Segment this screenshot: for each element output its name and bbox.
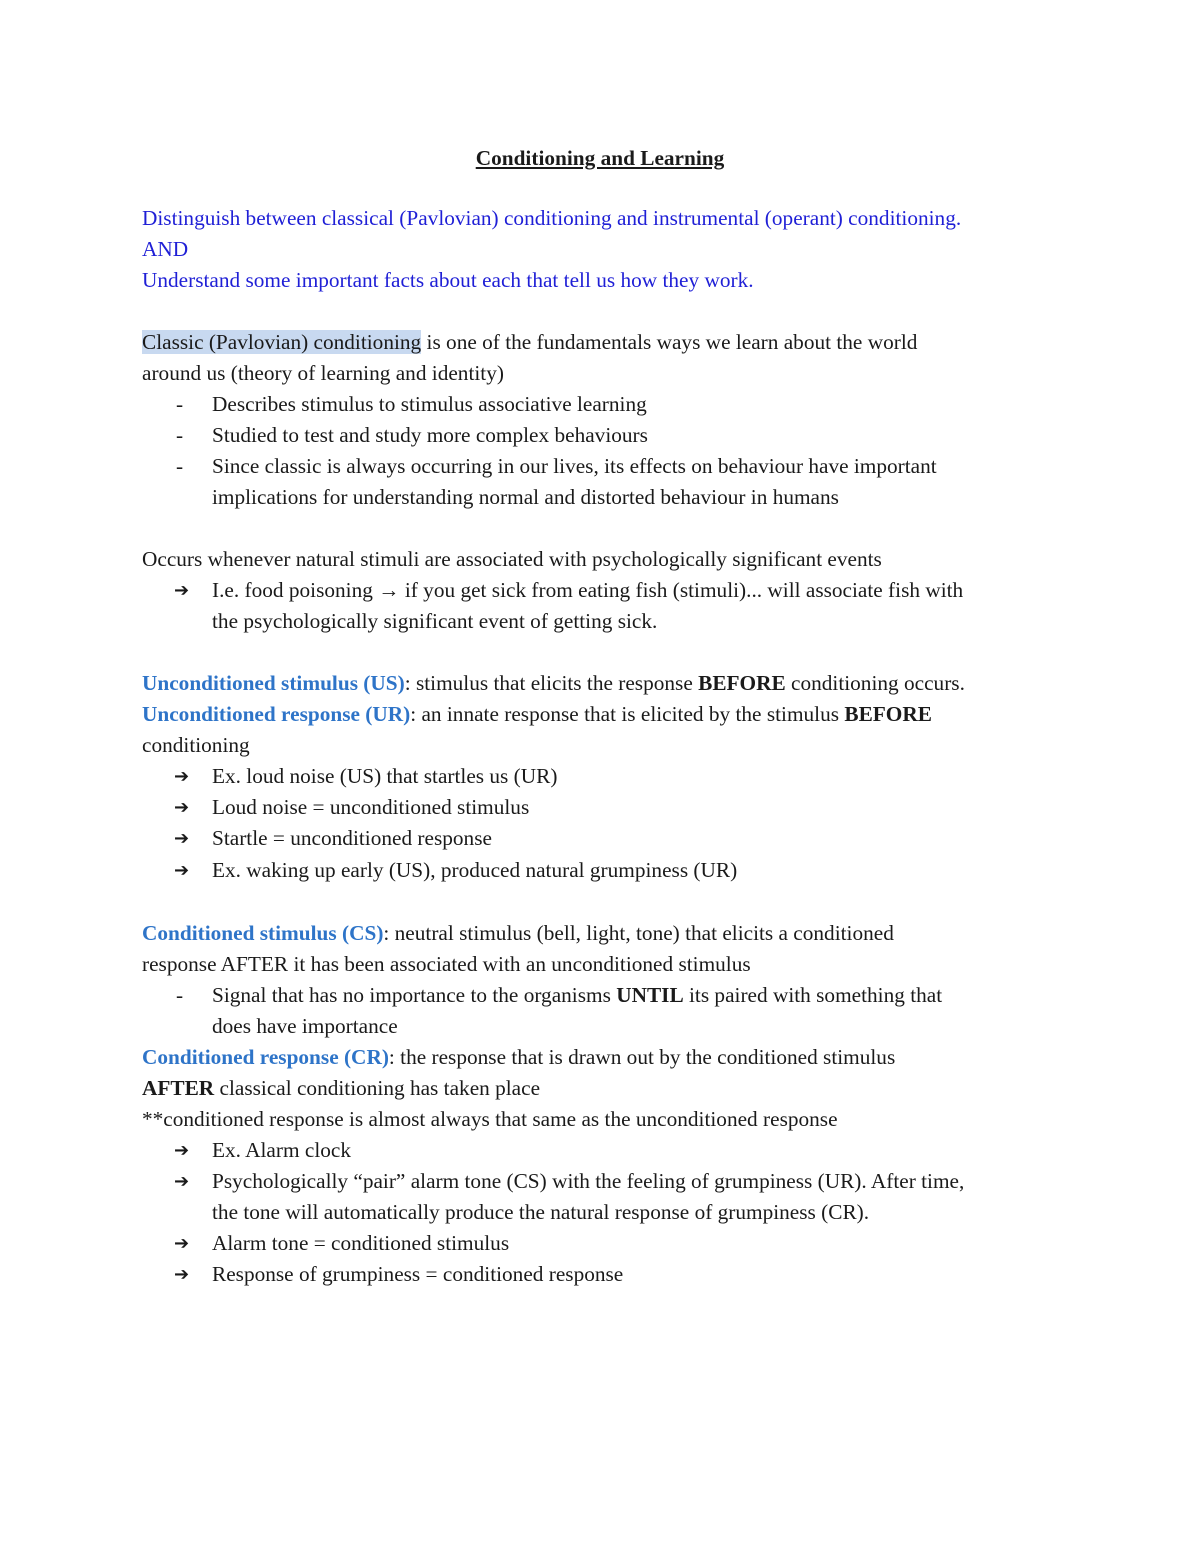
arrow-bullet-icon: ➔ <box>174 860 190 881</box>
ur-term: Unconditioned response (UR) <box>142 702 411 726</box>
objective-line-1: Distinguish between classical (Pavlovian) conditioning and instrumental (operant) conditioning. <box>142 206 962 230</box>
cr-definition <box>142 1042 895 1073</box>
highlighted-term: Classic (Pavlovian) conditioning <box>142 330 422 354</box>
dash-marker: - <box>176 392 184 416</box>
ur-text: : an innate response that is elicited by the stimulus <box>410 702 845 726</box>
us-term: Unconditioned stimulus (US) <box>142 671 405 695</box>
arrow-bullet-icon: ➔ <box>174 1171 190 1192</box>
cr-definition-cont <box>142 1073 540 1104</box>
ur-definition <box>142 699 932 730</box>
cr-term: Conditioned response (CR) <box>142 1045 389 1069</box>
classic-bullet-2: Studied to test and study more complex behaviours <box>212 423 648 447</box>
classic-intro-line <box>142 327 917 358</box>
dash-marker: - <box>176 423 184 447</box>
cr-example-1: Ex. Alarm clock <box>212 1138 351 1162</box>
arrow-bullet-icon: ➔ <box>174 797 190 818</box>
occurs-example-cont: the psychologically significant event of getting sick. <box>212 609 658 633</box>
arrow-bullet-icon: ➔ <box>174 1264 190 1285</box>
cs-bullet <box>212 980 942 1011</box>
arrow-bullet-icon: ➔ <box>174 766 190 787</box>
cr-text-2: classical conditioning has taken place <box>214 1076 541 1100</box>
cr-note: **conditioned response is almost always that same as the unconditioned response <box>142 1107 838 1131</box>
cs-definition-cont: response AFTER it has been associated with an unconditioned stimulus <box>142 952 751 976</box>
cs-text: : neutral stimulus (bell, light, tone) that elicits a conditioned <box>383 921 894 945</box>
classic-bullet-3: Since classic is always occurring in our lives, its effects on behaviour have important <box>212 454 937 478</box>
page-title: Conditioning and Learning <box>475 146 725 170</box>
ur-example-3: Startle = unconditioned response <box>212 826 492 850</box>
occurs-example: I.e. food poisoning → if you get sick from eating fish (stimuli)... will associate fish with <box>212 578 964 602</box>
us-text-2: conditioning occurs. <box>785 671 965 695</box>
classic-bullet-3-cont: implications for understanding normal and distorted behaviour in humans <box>212 485 839 509</box>
cs-bullet-bold: UNTIL <box>616 983 684 1007</box>
objective-line-3: Understand some important facts about each that tell us how they work. <box>142 268 754 292</box>
dash-marker: - <box>176 983 184 1007</box>
classic-intro-line-2: around us (theory of learning and identity) <box>142 361 504 385</box>
cs-bullet-text-2: its paired with something that <box>683 983 943 1007</box>
classic-intro-text: is one of the fundamentals ways we learn about the world <box>421 330 918 354</box>
cr-text: : the response that is drawn out by the conditioned stimulus <box>388 1045 896 1069</box>
objective-line-2: AND <box>142 237 189 261</box>
dash-marker: - <box>176 454 184 478</box>
classic-bullet-1: Describes stimulus to stimulus associative learning <box>212 392 647 416</box>
ur-bold: BEFORE <box>844 702 932 726</box>
us-definition <box>142 668 965 699</box>
us-bold: BEFORE <box>698 671 786 695</box>
ur-example-1: Ex. loud noise (US) that startles us (UR) <box>212 764 558 788</box>
us-text: : stimulus that elicits the response <box>404 671 699 695</box>
cr-bold: AFTER <box>142 1076 215 1100</box>
arrow-bullet-icon: ➔ <box>174 1140 190 1161</box>
ur-example-4: Ex. waking up early (US), produced natural grumpiness (UR) <box>212 858 738 882</box>
cr-example-4: Response of grumpiness = conditioned response <box>212 1262 624 1286</box>
cr-example-2-cont: the tone will automatically produce the natural response of grumpiness (CR). <box>212 1200 870 1224</box>
cs-definition <box>142 918 894 949</box>
cr-example-2: Psychologically “pair” alarm tone (CS) with the feeling of grumpiness (UR). After time, <box>212 1169 965 1193</box>
occurs-line: Occurs whenever natural stimuli are associated with psychologically significant events <box>142 547 882 571</box>
cr-example-3: Alarm tone = conditioned stimulus <box>212 1231 510 1255</box>
arrow-bullet-icon: ➔ <box>174 580 190 601</box>
ur-definition-cont: conditioning <box>142 733 250 757</box>
cs-bullet-text: Signal that has no importance to the organisms <box>212 983 617 1007</box>
cs-bullet-cont: does have importance <box>212 1014 398 1038</box>
arrow-bullet-icon: ➔ <box>174 828 190 849</box>
cs-term: Conditioned stimulus (CS) <box>142 921 384 945</box>
ur-example-2: Loud noise = unconditioned stimulus <box>212 795 530 819</box>
arrow-bullet-icon: ➔ <box>174 1233 190 1254</box>
